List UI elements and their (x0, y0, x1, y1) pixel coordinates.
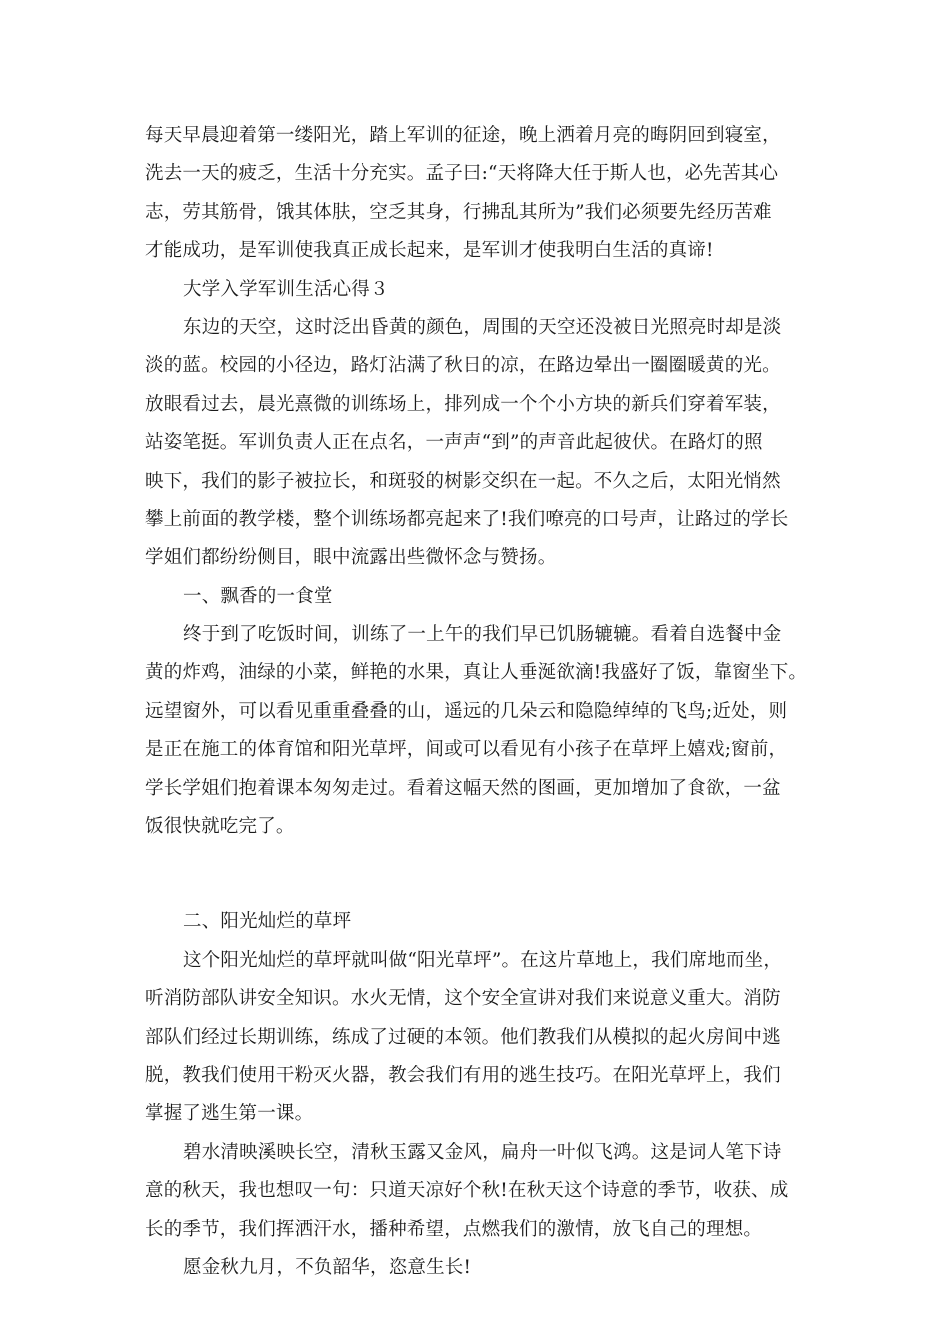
blank-space (145, 846, 825, 903)
text-line: 长的季节，我们挥洒汗水，播种希望，点燃我们的激情，放飞自己的理想。 (145, 1218, 763, 1240)
text-line: 放眼看过去，晨光熹微的训练场上，排列成一个个小方块的新兵们穿着军装， (145, 393, 781, 415)
text-line: 映下，我们的影子被拉长，和斑驳的树影交织在一起。不久之后，太阳光悄然 (145, 470, 781, 492)
text-line: 攀上前面的教学楼，整个训练场都亮起来了!我们嘹亮的口号声，让路过的学长 (145, 508, 789, 530)
text-line: 每天早晨迎着第一缕阳光，踏上军训的征途，晚上洒着月亮的晦阴回到寝室， (145, 125, 781, 146)
text-line: 才能成功，是军训使我真正成长起来，是军训才使我明白生活的真谛! (145, 240, 714, 262)
paragraph-autumn (145, 1134, 825, 1249)
text-line: 是正在施工的体育馆和阳光草坪，间或可以看见有小孩子在草坪上嬉戏;窗前， (145, 739, 788, 761)
paragraph-lawn (145, 942, 825, 1134)
text-line: 听消防部队讲安全知识。水火无情，这个安全宣讲对我们来说意义重大。消防 (145, 988, 781, 1010)
text-line: 终于到了吃饭时间，训练了一上午的我们早已饥肠辘辘。看着自选餐中金 (183, 624, 782, 646)
article-heading (145, 271, 825, 309)
paragraph-morning (145, 309, 825, 578)
text-line: 远望窗外，可以看见重重叠叠的山，遥远的几朵云和隐隐绰绰的飞鸟;近处，则 (145, 700, 788, 722)
paragraph-closing (145, 1249, 825, 1287)
section-heading-lawn (145, 903, 825, 941)
text-line: 愿金秋九月，不负韶华，恣意生长! (183, 1256, 472, 1278)
text-line: 站姿笔挺。军训负责人正在点名，一声声“到”的声音此起彼伏。在路灯的照 (145, 432, 763, 454)
text-line: 掌握了逃生第一课。 (145, 1103, 314, 1125)
paragraph-intro (145, 117, 825, 271)
text-line: 学姐们都纷纷侧目，眼中流露出些微怀念与赞扬。 (145, 547, 557, 569)
text-line: 脱，教我们使用干粉灭火器，教会我们有用的逃生技巧。在阳光草坪上，我们 (145, 1064, 781, 1086)
text-line: 部队们经过长期训练，练成了过硬的本领。他们教我们从模拟的起火房间中逃 (145, 1026, 781, 1048)
heading-text: 大学入学军训生活心得３ (183, 278, 389, 300)
text-line: 这个阳光灿烂的草坪就叫做“阳光草坪”。在这片草地上，我们席地而坐， (183, 949, 783, 971)
section-heading-text: 一、飘香的一食堂 (183, 585, 333, 607)
section-heading-canteen (145, 578, 825, 616)
text-line: 黄的炸鸡，油绿的小菜，鲜艳的水果，真让人垂涎欲滴!我盛好了饭，靠窗坐下。 (145, 662, 808, 684)
text-line: 淡的蓝。校园的小径边，路灯沾满了秋日的凉，在路边晕出一圈圈暖黄的光。 (145, 355, 781, 377)
text-line: 东边的天空，这时泛出昏黄的颜色，周围的天空还没被日光照亮时却是淡 (183, 316, 782, 338)
text-line: 意的秋天，我也想叹一句：只道天凉好个秋!在秋天这个诗意的季节，收获、成 (145, 1180, 789, 1202)
text-line: 志，劳其筋骨，饿其体肤，空乏其身，行拂乱其所为”我们必须要先经历苦难 (145, 201, 772, 223)
text-line: 饭很快就吃完了。 (145, 816, 295, 838)
text-line: 洗去一天的疲乏，生活十分充实。孟子曰:“天将降大任于斯人也，必先苦其心 (145, 163, 779, 185)
section-heading-text: 二、阳光灿烂的草坪 (183, 911, 352, 933)
document-page (145, 117, 825, 1287)
text-line: 碧水清映溪映长空，清秋玉露又金风，扁舟一叶似飞鸿。这是词人笔下诗 (183, 1141, 782, 1163)
paragraph-canteen (145, 616, 825, 846)
text-line: 学长学姐们抱着课本匆匆走过。看着这幅天然的图画，更加增加了食欲，一盆 (145, 777, 781, 799)
